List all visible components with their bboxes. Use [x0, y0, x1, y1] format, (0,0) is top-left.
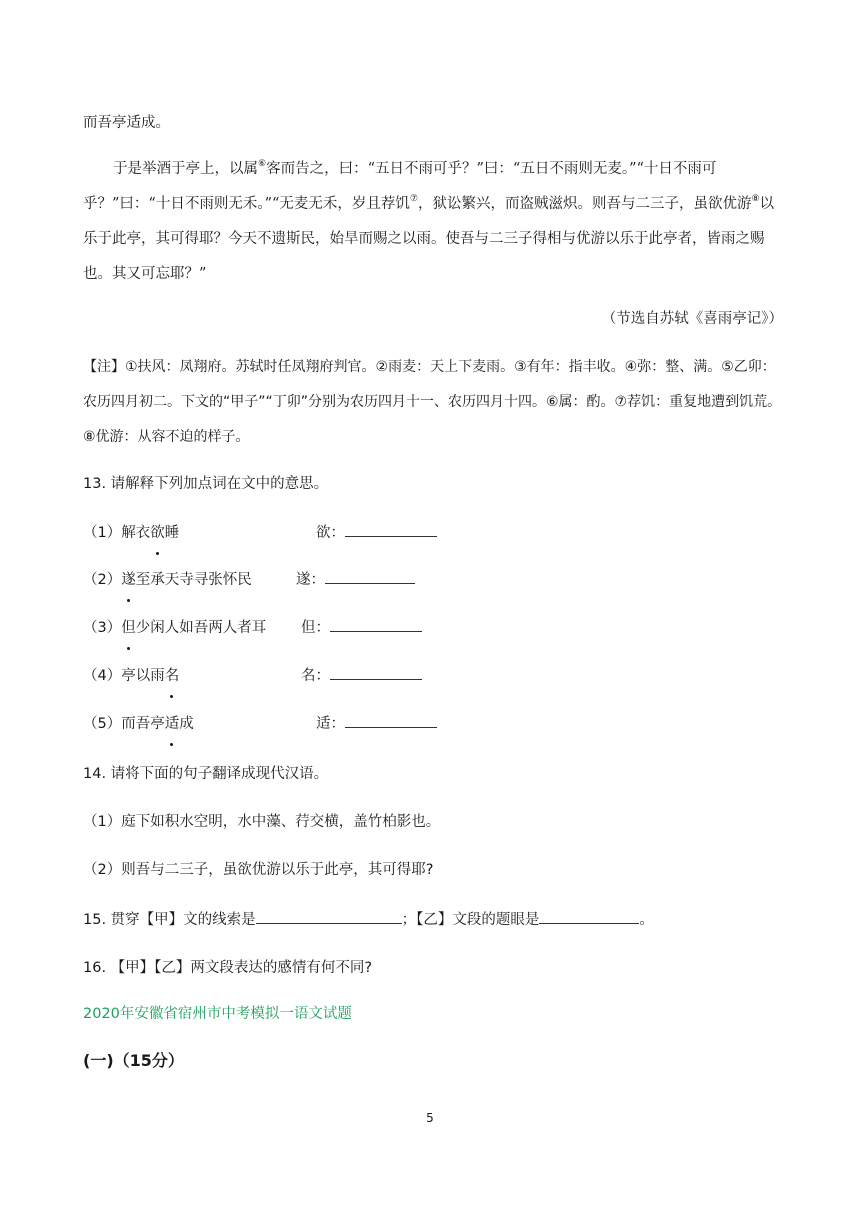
- passage-text: 以乐于此亭，其可得耶？今天不遗斯民，始旱而赐之以雨。使吾与二三子得相与优游以乐于此亭者，皆雨之赐也。其又可忘耶？”: [83, 196, 775, 282]
- dotted-word: 适: [165, 707, 180, 742]
- passage-source: （节选自苏轼《喜雨亭记》）: [601, 311, 783, 327]
- passage-line: 而吾亭适成。: [83, 115, 170, 131]
- footnote-mark: ⑧: [751, 194, 760, 204]
- answer-blank[interactable]: [330, 665, 422, 680]
- question-13-item: （4）亭以雨名 名：: [83, 659, 783, 694]
- answer-key: 欲：: [316, 525, 345, 541]
- question-13-item: （5）而吾亭适成 适：: [83, 707, 783, 742]
- footnote-mark: ⑦: [409, 194, 418, 204]
- answer-blank[interactable]: [325, 569, 415, 584]
- passage-text: 于是举酒于亭上，以属: [113, 161, 258, 177]
- question-14-stem: 14. 请将下面的句子翻译成现代汉语。: [83, 766, 329, 782]
- question-16: 16. 【甲】【乙】两文段表达的感情有何不同?: [83, 960, 373, 976]
- dotted-word: 遂: [121, 563, 136, 598]
- dotted-word: 欲: [150, 516, 165, 551]
- item-number: （2）: [83, 572, 122, 588]
- question-13-item: （2）遂至承天寺寻张怀民 遂：: [83, 563, 783, 598]
- notes: 【注】①扶风：凤翔府。苏轼时任凤翔府判官。②雨麦：天上下麦雨。③有年：指丰收。④弥：整、满。⑤乙卯：农历四月初二。下文的“甲子”“丁卯”分别为农历四月十一、农历四月十四。⑥属：酌。⑦荐饥：重复地遭到饥荒。⑧优游：从容不迫的样子。: [83, 359, 782, 445]
- question-13-item: （3）但少闲人如吾两人者耳 但：: [83, 611, 783, 646]
- answer-blank[interactable]: [256, 909, 402, 924]
- question-13-stem: 13. 请解释下列加点词在文中的意思。: [83, 476, 329, 492]
- answer-key: 名：: [301, 668, 330, 684]
- passage-text: ，狱讼繁兴，而盗贼滋炽。则吾与二三子，虽欲优游: [417, 196, 752, 212]
- answer-blank[interactable]: [539, 909, 639, 924]
- answer-blank[interactable]: [345, 713, 437, 728]
- question-14-sentence-1: （1）庭下如积水空明，水中藻、荇交横，盖竹柏影也。: [83, 814, 441, 830]
- item-number: （3）: [83, 620, 122, 636]
- item-number: （4）: [83, 668, 122, 684]
- answer-blank[interactable]: [345, 522, 437, 537]
- answer-key: 但：: [301, 620, 330, 636]
- question-13-item: （1）解衣欲睡 欲：: [83, 516, 783, 551]
- page-number: 5: [426, 1111, 434, 1125]
- section-subheading: (一)（15分）: [83, 1051, 184, 1070]
- dotted-word: 名: [165, 659, 180, 694]
- dotted-word: 但: [121, 611, 136, 646]
- item-number: （1）: [83, 525, 122, 541]
- passage-text: 客而告之，曰：“五日不雨可乎？”曰：“五日不雨则无麦。”“十日不雨可乎？”曰：“十日不雨则无禾。”“无麦无禾，岁且荐饥: [83, 161, 717, 212]
- question-14-sentence-2: （2）则吾与二三子，虽欲优游以乐于此亭，其可得耶?: [83, 862, 434, 878]
- passage-paragraph: [83, 152, 783, 292]
- answer-key: 适：: [316, 716, 345, 732]
- item-number: （5）: [83, 716, 122, 732]
- footnote-mark: ⑥: [258, 159, 267, 169]
- answer-key: 遂：: [296, 572, 325, 588]
- section-title-link[interactable]: 2020年安徽省宿州市中考模拟一语文试题: [83, 1006, 352, 1022]
- answer-blank[interactable]: [330, 617, 422, 632]
- question-15: 15. 贯穿【甲】文的线索是 ；【乙】文段的题眼是 。: [83, 903, 783, 938]
